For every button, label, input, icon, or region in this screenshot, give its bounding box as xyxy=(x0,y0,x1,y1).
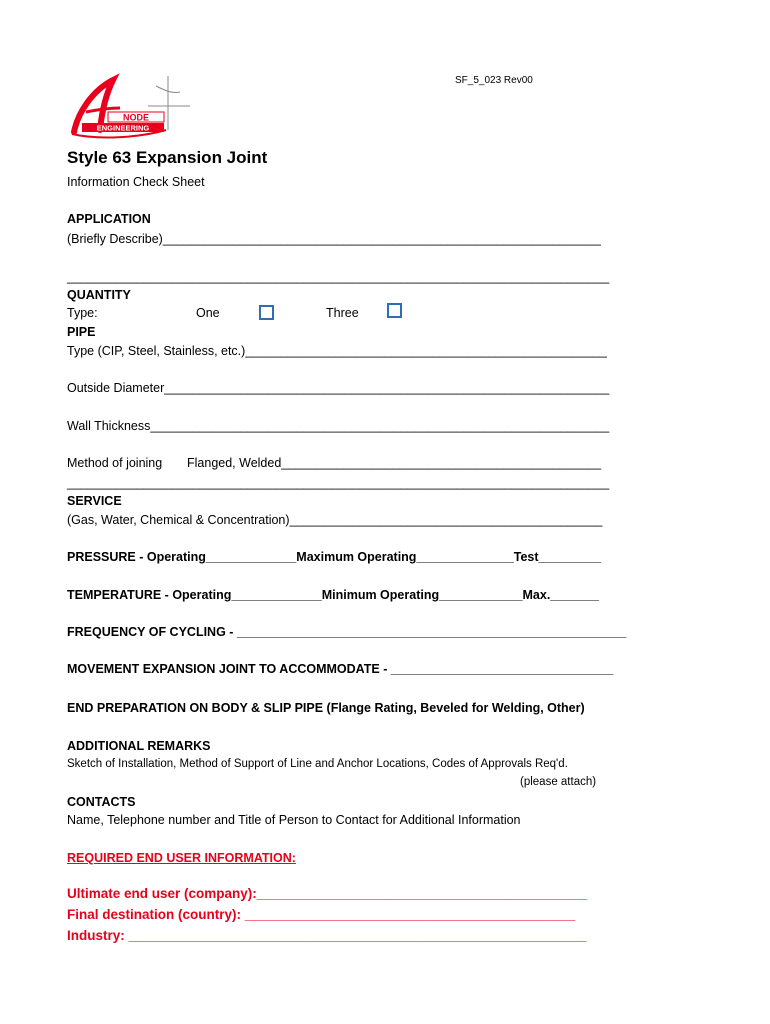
movement-line[interactable]: MOVEMENT EXPANSION JOINT TO ACCOMMODATE - ________________________________ xyxy=(67,662,614,676)
contacts-heading: CONTACTS xyxy=(67,795,136,809)
application-extra-line[interactable]: ______________________________________________________________________________ xyxy=(67,270,610,284)
contacts-line: Name, Telephone number and Title of Person to Contact for Additional Information xyxy=(67,813,521,827)
final-destination-line[interactable]: Final destination (country): ____________________________________________ xyxy=(67,907,576,922)
pipe-type-line[interactable]: Type (CIP, Steel, Stainless, etc.)____________________________________________________ xyxy=(67,344,607,358)
wall-thickness-line[interactable]: Wall Thickness__________________________________________________________________ xyxy=(67,419,610,433)
pressure-line[interactable]: PRESSURE - Operating_____________Maximum Operating______________Test_________ xyxy=(67,550,602,564)
pipe-heading: PIPE xyxy=(67,325,96,339)
page-subtitle: Information Check Sheet xyxy=(67,175,205,189)
method-of-joining-line[interactable]: Flanged, Welded______________________________________________ xyxy=(187,456,602,470)
company-logo xyxy=(68,72,192,142)
additional-remarks-heading: ADDITIONAL REMARKS xyxy=(67,739,211,753)
quantity-three-checkbox[interactable] xyxy=(387,303,402,318)
service-line[interactable]: (Gas, Water, Chemical & Concentration)_____________________________________________ xyxy=(67,513,603,527)
please-attach-note: (please attach) xyxy=(520,776,597,788)
logo-text-top: NODE xyxy=(122,112,150,123)
required-info-heading: REQUIRED END USER INFORMATION: xyxy=(67,851,296,865)
pipe-trailing-line[interactable]: ______________________________________________________________________________ xyxy=(67,476,610,490)
form-code: SF_5_023 Rev00 xyxy=(455,75,533,86)
method-of-joining-label: Method of joining xyxy=(67,456,163,470)
page-title: Style 63 Expansion Joint xyxy=(67,148,268,167)
end-preparation-line[interactable]: END PREPARATION ON BODY & SLIP PIPE (Flange Rating, Beveled for Welding, Other) xyxy=(67,701,585,715)
outside-diameter-line[interactable]: Outside Diameter________________________________________________________________ xyxy=(67,381,610,395)
quantity-heading: QUANTITY xyxy=(67,288,131,302)
ultimate-end-user-line[interactable]: Ultimate end user (company):____________________________________________ xyxy=(67,886,588,901)
quantity-one-checkbox[interactable] xyxy=(259,305,274,320)
industry-line[interactable]: Industry: _____________________________________________________________ xyxy=(67,928,587,943)
application-heading: APPLICATION xyxy=(67,212,151,226)
quantity-option-one-label: One xyxy=(196,306,220,320)
additional-remarks-line: Sketch of Installation, Method of Support of Line and Anchor Locations, Codes of Approvals Req'd. xyxy=(67,758,568,770)
application-describe-line[interactable]: (Briefly Describe)_______________________________________________________________ xyxy=(67,232,601,246)
frequency-of-cycling-line[interactable]: FREQUENCY OF CYCLING - ________________________________________________________ xyxy=(67,625,627,639)
logo-text-bottom: ENGINEERING xyxy=(96,123,150,133)
temperature-line[interactable]: TEMPERATURE - Operating_____________Minimum Operating____________Max._______ xyxy=(67,588,599,602)
quantity-option-three-label: Three xyxy=(326,306,359,320)
quantity-type-label: Type: xyxy=(67,306,98,320)
service-heading: SERVICE xyxy=(67,494,122,508)
